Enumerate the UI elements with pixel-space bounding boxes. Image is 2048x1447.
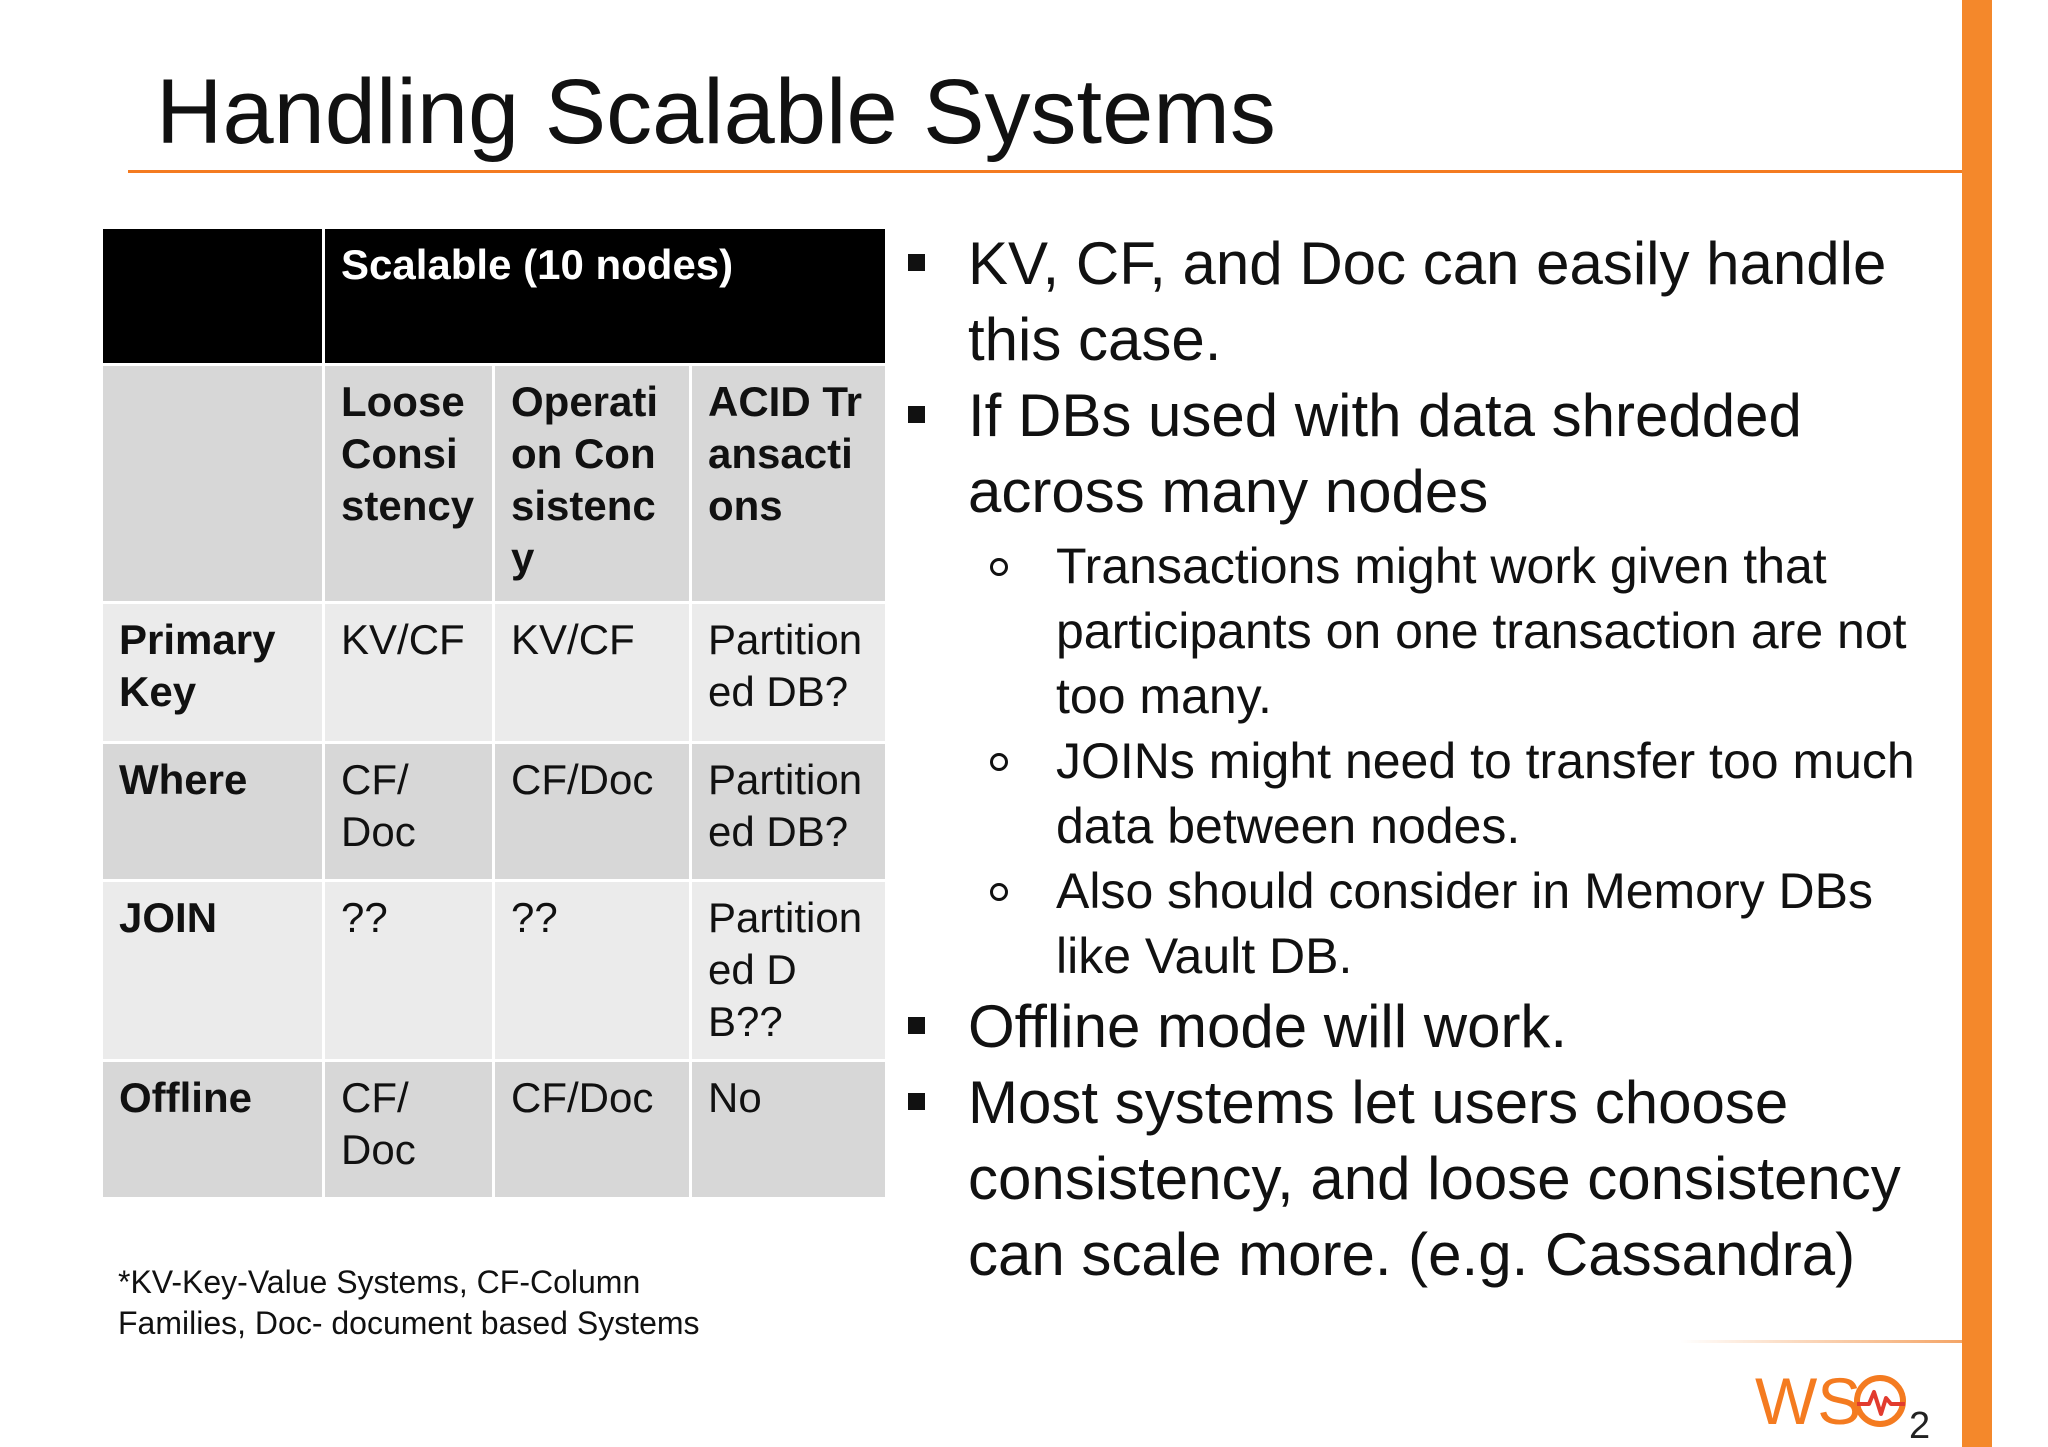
bullet-item: [900, 378, 1940, 530]
bullet-text: KV, CF, and Doc can easily handle this case.: [968, 230, 1887, 373]
column-header: ACID Transactions: [691, 365, 887, 603]
table-column-header-row: [102, 365, 887, 603]
slide-title: Handling Scalable Systems: [156, 61, 1276, 163]
table-cell: Partitioned DB??: [691, 881, 887, 1061]
table-empty-cell: [102, 365, 324, 603]
square-bullet-icon: [908, 406, 925, 423]
table-cell: KV/CF: [494, 603, 691, 743]
table-header-row: [102, 228, 887, 365]
table-cell: CF/Doc: [494, 1061, 691, 1199]
square-bullet-icon: [908, 1093, 925, 1110]
table-cell: ??: [324, 881, 494, 1061]
circle-bullet-icon: [990, 753, 1008, 771]
table-cell: No: [691, 1061, 887, 1199]
logo-text: WS: [1755, 1364, 1862, 1438]
bullet-text: Offline mode will work.: [968, 993, 1568, 1060]
orange-side-bar: [1962, 0, 1992, 1447]
bullet-text: If DBs used with data shredded across many nodes: [968, 382, 1802, 525]
table-cell: ??: [494, 881, 691, 1061]
table-footnote: *KV-Key-Value Systems, CF-Column Families, Doc- document based Systems: [118, 1264, 700, 1341]
square-bullet-icon: [908, 1017, 925, 1034]
comparison-table: [100, 226, 888, 1200]
sub-bullet-item: [900, 859, 1940, 989]
table-cell: Partitioned DB?: [691, 603, 887, 743]
sub-bullet-text: Transactions might work given that participants on one transaction are not too many.: [1056, 538, 1907, 724]
wso2-heartbeat-o-icon: [1857, 1378, 1905, 1424]
sub-bullet-item: [900, 729, 1940, 859]
sub-bullet-text: Also should consider in Memory DBs like Vault DB.: [1056, 863, 1873, 984]
bullet-item: [900, 226, 1940, 378]
row-label: JOIN: [102, 881, 324, 1061]
square-bullet-icon: [908, 254, 925, 271]
table-cell: KV/CF: [324, 603, 494, 743]
column-header: Loose Consistency: [324, 365, 494, 603]
footer-accent-line: [1680, 1340, 1962, 1343]
table-cell: Partitioned DB?: [691, 743, 887, 881]
bullet-item: [900, 1065, 1940, 1293]
table-cell: CF/ Doc: [324, 743, 494, 881]
header-group-cell: Scalable (10 nodes): [324, 228, 887, 365]
column-header: Operation Consistency: [494, 365, 691, 603]
table-row: [102, 743, 887, 881]
table-corner-cell: [102, 228, 324, 365]
circle-bullet-icon: [990, 883, 1008, 901]
circle-bullet-icon: [990, 558, 1008, 576]
table-row: [102, 603, 887, 743]
row-label: Where: [102, 743, 324, 881]
table-cell: CF/Doc: [494, 743, 691, 881]
bullet-list: [900, 226, 1940, 1293]
wso2-logo: [1755, 1362, 1945, 1442]
bullet-text: Most systems let users choose consistency, and loose consistency can scale more. (e.g. Cassandra): [968, 1069, 1901, 1288]
sub-bullet-text: JOINs might need to transfer too much data between nodes.: [1056, 733, 1915, 854]
table-cell: CF/ Doc: [324, 1061, 494, 1199]
logo-subscript: 2: [1909, 1405, 1931, 1442]
row-label: Offline: [102, 1061, 324, 1199]
table-row: [102, 1061, 887, 1199]
table-row: [102, 881, 887, 1061]
row-label: Primary Key: [102, 603, 324, 743]
title-underline: [128, 170, 1973, 173]
bullet-item: [900, 989, 1940, 1065]
sub-bullet-item: [900, 534, 1940, 729]
